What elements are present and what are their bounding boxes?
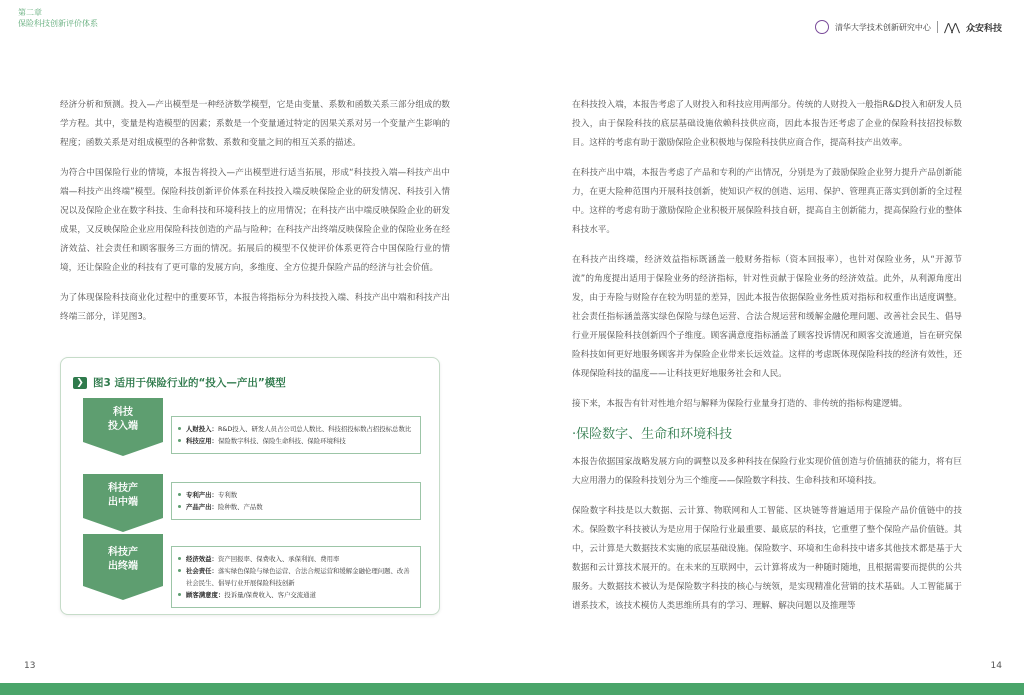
paragraph: 在科技产出终端，经济效益指标既涵盖一般财务指标（资本回报率），也针对保险业务，从“开源节流”的角度提出适用于保险业务的经济指标，针对性贡献于保险业务的经济效益。此外，从利源角度出发，由于寿险与财险存在较为明显的差异，因此本报告依据保险业务性质对指标和权重作出适度调整。社会责任指标涵盖落实绿色保险与绿色运营、合法合规运营和缓解金融伦理问题、改善社会民生、倡导行业开展保险科技创新四个子维度。顾客满意度指标涵盖了顾客投诉情况和顾客交流通道，旨在研究保险科技如何更好地服务顾客并为保险企业带来长远效益。这样的考虑既体现保险科技的经济有效性，还体现保险科技的温度——让科技更好地服务社会和人民。 <box>572 255 962 379</box>
list-item: 科技应用：保险数字科技、保险生命科技、保险环境科技 <box>186 435 414 447</box>
chevron-right-icon: ❯ <box>73 377 87 389</box>
publisher-logos <box>815 20 1002 34</box>
paragraph: 接下来，本报告有针对性地介绍与解释为保险行业量身打造的、非传统的指标构建逻辑。 <box>572 399 908 409</box>
paragraph: 经济分析和预测。投入—产出模型是一种经济数学模型，它是由变量、系数和函数关系三部分组成的数学方程。其中，变量是构造模型的因素；系数是一个变量通过特定的因果关系对另一个变量产生影响的程度；函数关系是对组成模型的各种常数、系数和变量之间的相互关系的描述。 <box>60 100 450 148</box>
paragraph: 为符合中国保险行业的情境，本报告将投入—产出模型进行适当拓展，形成“科技投入端—科技产出中端—科技产出终端”模型。保险科技创新评价体系在科技投入端反映保险企业的研发情况、科技引入情况以及保险企业在数字科技、生命科技和环境科技上的应用情况；在科技产出中端反映保险企业的研发成果，又反映保险企业应用保险科技创造的产品与险种；在科技产出终端反映保险企业的保险业务在经济效益、社会责任和顾客服务三方面的情况。拓展后的模型不仅使评价体系更符合中国保险行业的情境，还让保险企业的科技有了更可靠的发展方向，多维度、全方位提升保险产品的经济与社会价值。 <box>60 168 450 273</box>
chapter-subtitle: 保险科技创新评价体系 <box>18 19 98 28</box>
running-header <box>18 7 98 29</box>
brand-logo-icon: ⋀⋀ <box>943 20 958 34</box>
logo-divider <box>937 21 938 33</box>
down-arrow-icon <box>83 442 163 456</box>
chapter-label: 第二章 <box>18 8 42 17</box>
stage-input <box>83 398 163 454</box>
list-item: 社会责任：落实绿色保险与绿色运营、合法合规运营和缓解金融伦理问题、改善社会民生、倡导行业开展保险科技创新 <box>186 565 414 589</box>
list-item: 产品产出：险种数、产品数 <box>186 501 414 513</box>
stage-output <box>83 534 163 590</box>
paragraph: 本报告依据国家战略发展方向的调整以及多种科技在保险行业实现价值创造与价值捕获的能力，将有巨大应用潜力的保险科技划分为三个维度——保险数字科技、生命科技和环境科技。 <box>572 457 962 486</box>
list-item: 顾客满意度：投诉量/保费收入、客户交流通道 <box>186 589 414 601</box>
figure-3-card <box>60 357 440 615</box>
down-arrow-icon <box>83 518 163 532</box>
paragraph: 在科技投入端，本报告考虑了人财投入和科技应用两部分。传统的人财投入一般指R&D投入和研发人员投入，由于保险科技的底层基础设施依赖科技供应商，因此本报告还考虑了企业的保险科技招投标数目。这样的考虑有助于激励保险企业积极地与保险科技供应商合作，提高科技产出效率。 <box>572 100 962 148</box>
list-item: 人财投入：R&D投入、研发人员占公司总人数比、科技招投标数占招投标总数比 <box>186 423 414 435</box>
institute-name: 清华大学技术创新研究中心 <box>834 22 931 32</box>
figure-title: ❯ 图3 适用于保险行业的“投入—产出”模型 <box>73 375 286 390</box>
stage-label: 科技产 出终端 <box>83 534 163 586</box>
list-item: 专利产出：专利数 <box>186 489 414 501</box>
paragraph: 为了体现保险科技商业化过程中的重要环节，本报告将指标分为科技投入端、科技产出中端和科技产出终端三部分，详见图3。 <box>60 293 450 322</box>
stage-input-details <box>171 416 421 454</box>
brand-name: 众安科技 <box>965 23 1002 34</box>
section-heading: ·保险数字、生命和环境科技 <box>572 427 733 442</box>
list-item: 经济效益：资产回报率、保费收入、承保利润、费用率 <box>186 553 414 565</box>
paragraph: 在科技产出中端，本报告考虑了产品和专利的产出情况，分别是为了鼓励保险企业努力提升产品创新能力，在更大险种范围内开展科技创新，使知识产权的创造、运用、保护、管理真正落实到创新的全过程中。这样的考虑有助于激励保险企业积极开展保险科技自研，提高自主创新能力，提高保险行业的整体科技水平。 <box>572 168 962 235</box>
stage-middle <box>83 474 163 530</box>
stage-output-details <box>171 546 421 608</box>
paragraph: 保险数字科技是以大数据、云计算、物联网和人工智能、区块链等普遍适用于保险产品价值链中的技术。保险数字科技被认为是应用于保险行业最重要、最底层的科技，它重塑了整个保险产品价值链。其中，云计算是大数据技术实施的底层基础设施。保险数字、环境和生命科技中诸多其他技术都是基于大数据和云计算技术展开的。在未来的互联网中，云计算将成为一种随时随地，且根据需要而提供的公共服务。大数据技术被认为是保险数字科技的核心与统领，是实现精准化营销的技术基础。人工智能属于谱系技术，该技术模仿人类思维所具有的学习、理解、解决问题以及推理等 <box>572 506 962 611</box>
stage-label: 科技产 出中端 <box>83 474 163 518</box>
page-number-right: 14 <box>990 661 1002 671</box>
down-arrow-icon <box>83 586 163 600</box>
page-number-left: 13 <box>24 661 36 671</box>
university-seal-icon <box>815 20 829 34</box>
stage-middle-details <box>171 482 421 520</box>
left-column <box>60 96 450 338</box>
right-column <box>572 96 962 627</box>
footer-bar <box>0 683 1024 695</box>
stage-label: 科技 投入端 <box>83 398 163 442</box>
